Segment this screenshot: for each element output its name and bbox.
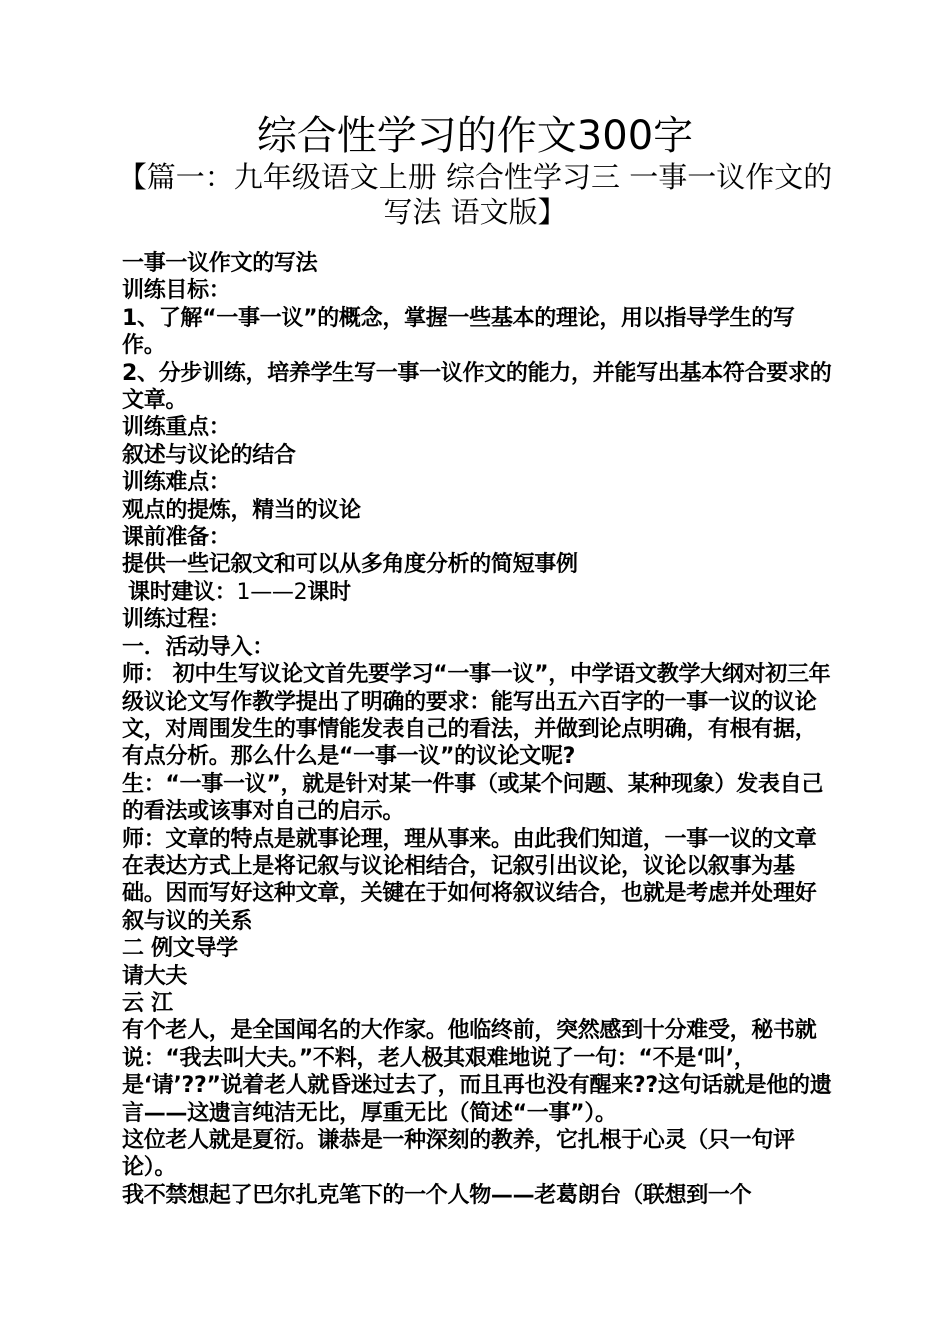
paragraph: 1、了解“一事一议”的概念，掌握一些基本的理论，用以指导学生的写作。	[122, 305, 795, 359]
paragraph: 师：文章的特点是就事论理，理从事来。由此我们知道，一事一议的文章在表达方式上是将记叙与议论相结合，记叙引出议论，议论以叙事为基础。因而写好这种文章，关键在于如何将叙议结合，也就是考虑并处理好叙与议的关系	[122, 826, 817, 934]
document-subtitle: 【篇一：九年级语文上册 综合性学习三 一事一议作文的写法 语文版】	[117, 160, 833, 229]
section-label: 课前准备：	[122, 525, 231, 551]
paragraph: 生：“一事一议”，就是针对某一件事（或某个问题、某种现象）发表自己的看法或该事对自己的启示。	[122, 771, 824, 825]
paragraph: 观点的提炼，精当的议论	[122, 497, 361, 523]
paragraph: 师： 初中生写议论文首先要学习“一事一议”，中学语文教学大纲对初三年级议论文写作教学提出了明确的要求：能写出五六百字的一事一议的议论文，对周围发生的事情能发表自己的看法，并做到论点明确，有根有据，有点分析。那么什么是“一事一议”的议论文呢?	[122, 662, 831, 770]
section-label: 训练过程：	[122, 607, 231, 633]
section-heading: 一事一议作文的写法	[122, 251, 318, 276]
document-body	[116, 250, 838, 1209]
section-label: 训练重点：	[122, 415, 231, 441]
section-heading: 二 例文导学	[122, 936, 238, 962]
paragraph: 2、分步训练，培养学生写一事一议作文的能力，并能写出基本符合要求的文章。	[122, 360, 832, 414]
section-heading: 一．活动导入：	[122, 634, 274, 660]
paragraph: 有个老人，是全国闻名的大作家。他临终前，突然感到十分难受，秘书就说：“我去叫大夫。”不料，老人极其艰难地说了一句：“不是‘叫’，是‘请’??”说着老人就昏迷过去了，而且再也没有醒来??这句话就是他的遗言——这遗言纯洁无比，厚重无比（简述“一事”）。	[122, 1018, 832, 1126]
class-hours-unit: 课时	[307, 579, 351, 605]
section-label: 训练目标：	[122, 278, 231, 304]
paragraph: 叙述与议论的结合	[122, 442, 296, 468]
paragraph: 这位老人就是夏衍。谦恭是一种深刻的教养，它扎根于心灵（只一句评论）。	[122, 1128, 795, 1181]
section-label: 训练难点：	[122, 470, 231, 496]
essay-author: 云 江	[122, 990, 173, 1016]
class-hours-label: 课时建议：	[128, 579, 237, 605]
class-hours-value: 1——2	[236, 579, 308, 605]
paragraph: 提供一些记叙文和可以从多角度分析的简短事例	[122, 552, 578, 578]
class-hours-line	[116, 579, 838, 606]
document-title: 综合性学习的作文300字	[256, 113, 694, 159]
paragraph: 我不禁想起了巴尔扎克笔下的一个人物——老葛朗台（联想到一个	[122, 1182, 752, 1208]
essay-title: 请大夫	[122, 963, 188, 989]
